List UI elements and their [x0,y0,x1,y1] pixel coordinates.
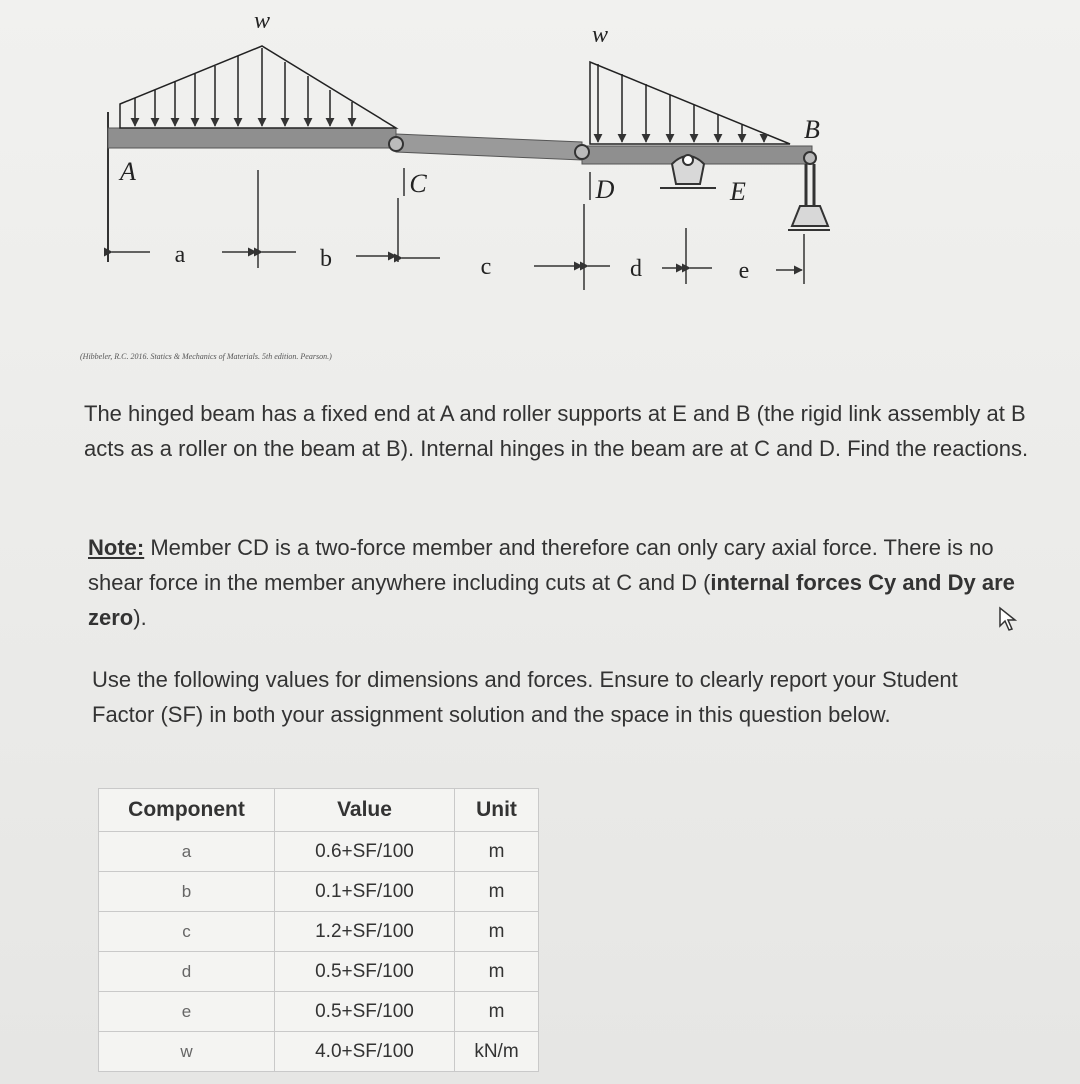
beam-diagram [0,0,1080,380]
header-unit: Unit [455,789,539,832]
table-header-row [99,789,539,832]
beam-segment-AC [108,128,396,148]
distributed-load-right [590,22,790,144]
note-end: ). [133,605,147,630]
header-value: Value [275,789,455,832]
mouse-cursor-icon [998,606,1020,634]
note-bold-text: internal forces Cy and Dy are zero [88,570,1015,630]
dim-label-c: c [480,254,492,280]
cell-value: 4.0+SF/100 [275,1032,455,1072]
label-A: A [120,157,136,186]
instructions: Use the following values for dimensions and forces. Ensure to clearly report your Student Factor (SF) in both your assignment solution and the space in this question below. [92,667,958,727]
hinge-C [389,137,403,151]
header-component: Component [99,789,275,832]
cell-component: w [99,1032,275,1072]
cell-component: d [99,952,275,992]
cell-unit: m [455,872,539,912]
cell-component: e [99,992,275,1032]
dim-label-d: d [630,256,642,282]
table-row [99,872,539,912]
cell-unit: m [455,832,539,872]
cell-component: a [99,832,275,872]
dim-label-e: e [738,258,750,284]
label-B: B [804,115,820,144]
load-label-right: w [591,22,609,48]
hinge-D [575,145,589,159]
note-label: Note: [88,535,145,560]
label-E: E [730,177,746,206]
table-row [99,952,539,992]
cell-value: 0.6+SF/100 [275,832,455,872]
cell-value: 0.1+SF/100 [275,872,455,912]
values-table [98,788,539,1072]
distributed-load-left [120,8,396,128]
table-row [99,832,539,872]
cell-unit: m [455,952,539,992]
cell-unit: m [455,992,539,1032]
load-label-left: w [253,8,271,34]
cell-unit: kN/m [455,1032,539,1072]
cell-component: c [99,912,275,952]
cell-unit: m [455,912,539,952]
cell-value: 1.2+SF/100 [275,912,455,952]
cell-component: b [99,872,275,912]
dim-label-a: a [174,242,186,268]
label-C: C [409,169,427,198]
table-row [99,1032,539,1072]
dim-label-b: b [320,246,332,272]
beam-segment-CD [396,134,582,160]
cell-value: 0.5+SF/100 [275,992,455,1032]
note-text: Member CD is a two-force member and therefore can only cary axial force. There is no shear force in the member anywhere including cuts at C and D ( [88,535,994,595]
label-D: D [595,175,615,204]
table-row [99,992,539,1032]
table-row [99,912,539,952]
note-paragraph [88,530,1028,635]
cell-value: 0.5+SF/100 [275,952,455,992]
figure-citation: (Hibbeler, R.C. 2016. Statics & Mechanics of Materials. 5th edition. Pearson.) [80,352,332,361]
problem-statement: The hinged beam has a fixed end at A and roller supports at E and B (the rigid link assembly at B acts as a roller on the beam at B). Internal hinges in the beam are at C and D. Find the reactions. [84,401,1029,461]
